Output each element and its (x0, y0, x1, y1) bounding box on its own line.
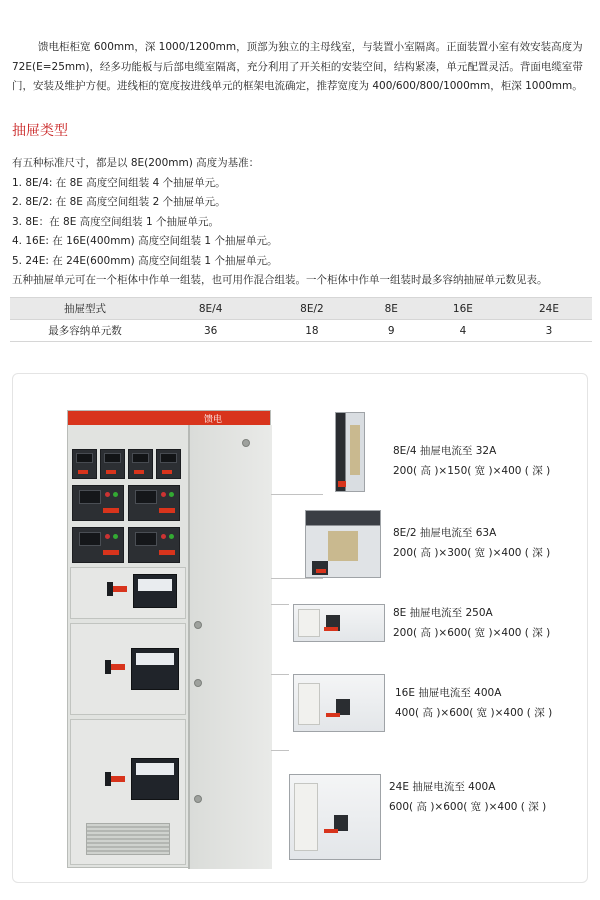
list-lead: 有五种标准尺寸，都是以 8E(200mm) 高度为基准： (12, 157, 260, 169)
small-drawer (72, 449, 97, 479)
drawer-size-list (12, 154, 592, 291)
table-header-cell: 8E/4 (160, 298, 261, 320)
cabinet-top-bar (68, 411, 270, 425)
module-16e-dims: 400( 高 )×600( 宽 )×400 ( 深 ) (395, 707, 553, 719)
connector-line (271, 578, 323, 579)
capacity-table (10, 297, 592, 342)
table-cell: 4 (420, 320, 506, 342)
module-16e-image (293, 674, 385, 732)
table-header-cell: 8E (363, 298, 420, 320)
half-drawer (128, 527, 180, 563)
module-8e4-title: 8E/4 抽屉电流至 32A (393, 445, 497, 457)
table-header-cell: 24E (506, 298, 592, 320)
module-24e-image (289, 774, 381, 860)
half-drawer (72, 485, 124, 521)
module-24e-dims: 600( 高 )×600( 宽 )×400 ( 深 ) (389, 801, 547, 813)
drawer-8e-panel (70, 567, 186, 619)
module-8e4-image (335, 412, 365, 492)
half-drawer (72, 527, 124, 563)
module-24e-title: 24E 抽屉电流至 400A (389, 781, 496, 793)
list-note: 五种抽屉单元可在一个柜体中作单一组装，也可用作混合组装。一个柜体中作单一组装时最多容纳抽屉单元数见表。 (12, 274, 548, 286)
vent-grille (86, 823, 170, 855)
list-item: 4. 16E: 在 16E(400mm) 高度空间组装 1 个抽屉单元。 (12, 235, 278, 247)
table-header-cell: 8E/2 (261, 298, 362, 320)
table-row (10, 320, 592, 342)
connector-line (271, 604, 289, 605)
table-cell: 36 (160, 320, 261, 342)
module-16e-title: 16E 抽屉电流至 400A (395, 687, 502, 699)
module-8e2-image (305, 510, 381, 578)
connector-line (271, 674, 289, 675)
cabinet-left-section (68, 425, 188, 869)
small-drawer (128, 449, 153, 479)
module-8e4-dims: 200( 高 )×150( 宽 )×400 ( 深 ) (393, 465, 551, 477)
table-cell: 最多容纳单元数 (10, 320, 160, 342)
cabinet-right-door (190, 425, 272, 869)
table-cell: 3 (506, 320, 592, 342)
module-8e2-dims: 200( 高 )×300( 宽 )×400 ( 深 ) (393, 547, 551, 559)
module-8e-dims: 200( 高 )×600( 宽 )×400 ( 深 ) (393, 627, 551, 639)
connector-line (271, 750, 289, 751)
table-header-cell: 16E (420, 298, 506, 320)
table-header-row (10, 298, 592, 320)
half-drawer (128, 485, 180, 521)
connector-line (271, 494, 323, 495)
section-title: 抽屉类型 (12, 123, 68, 139)
list-item: 3. 8E：在 8E 高度空间组装 1 个抽屉单元。 (12, 215, 220, 228)
module-8e2-title: 8E/2 抽屉电流至 63A (393, 527, 497, 539)
intro-paragraph: 馈电柜柜宽 600mm，深 1000/1200mm，顶部为独立的主母线室，与装置小室隔离。正面装置小室有效安装高度为 72E(E=25mm)，经多功能板与后部电缆室隔离，充分利用了开关柜的安装空间，结构紧凑，单元配置灵活。背面电缆室带门，安装及维护方便。进线柜的宽度按进线单元的框架电流确定，推荐宽度为 400/600/800/1000mm，柜深 1000mm。 (12, 41, 583, 92)
table-header-cell: 抽屉型式 (10, 298, 160, 320)
list-item: 5. 24E: 在 24E(600mm) 高度空间组装 1 个抽屉单元。 (12, 254, 278, 267)
module-8e-image (293, 604, 385, 642)
module-8e-title: 8E 抽屉电流至 250A (393, 607, 493, 619)
table-cell: 9 (363, 320, 420, 342)
switchgear-cabinet-image (67, 410, 271, 868)
list-item: 1. 8E/4: 在 8E 高度空间组装 4 个抽屉单元。 (12, 176, 226, 189)
drawer-figure (12, 373, 588, 883)
cabinet-label: 馈电 (204, 415, 223, 425)
drawer-16e-panel (70, 623, 186, 715)
small-drawer (156, 449, 181, 479)
small-drawer (100, 449, 125, 479)
list-item: 2. 8E/2: 在 8E 高度空间组装 2 个抽屉单元。 (12, 196, 226, 208)
table-cell: 18 (261, 320, 362, 342)
